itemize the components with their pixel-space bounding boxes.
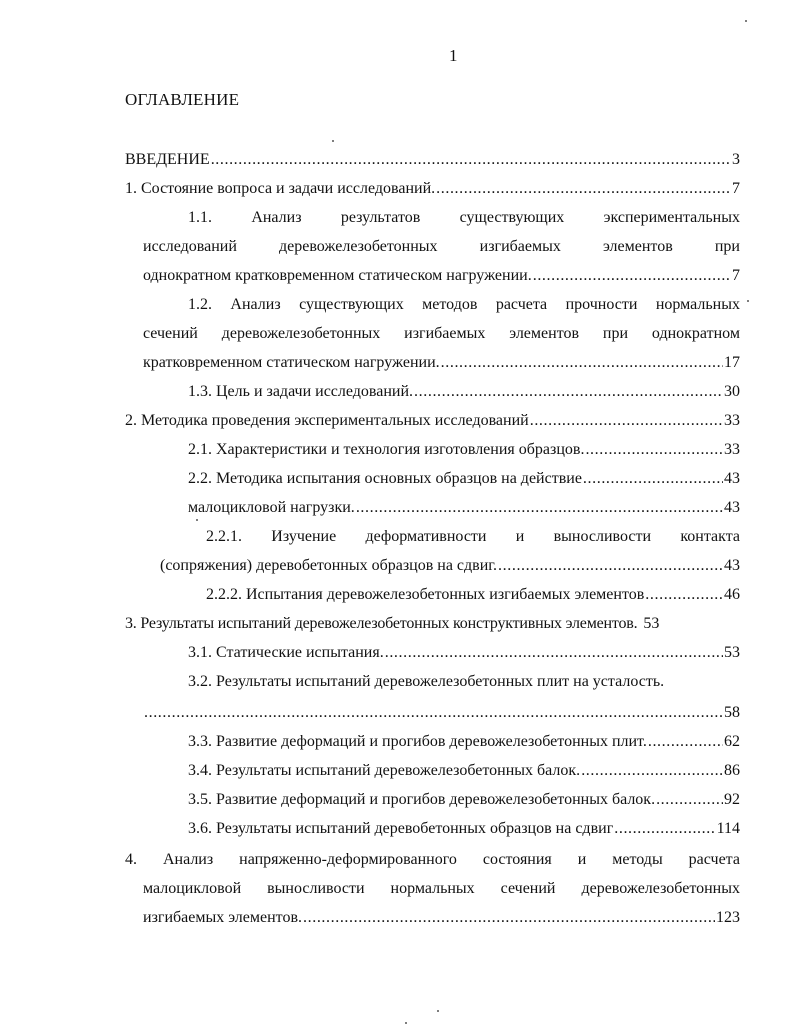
toc-title: 2.2. Методика испытания основных образцов на действие	[188, 470, 582, 487]
toc-entry-s3-2-line2[interactable]	[143, 703, 740, 725]
toc-title: изгибаемых элементов.	[143, 909, 303, 926]
toc-page: 3	[732, 151, 740, 168]
leader-dots	[533, 266, 731, 286]
word: Анализ	[251, 209, 302, 226]
word: Анализ	[162, 851, 214, 868]
toc-entry-s3-5[interactable]	[188, 790, 740, 812]
word: выносливости	[553, 528, 652, 545]
word: напряженно-деформированного	[239, 851, 457, 868]
leader-dots	[385, 643, 723, 663]
word: прочности	[565, 296, 638, 313]
toc-page: 46	[724, 586, 740, 603]
word: изгибаемых	[404, 325, 486, 342]
toc-page: 114	[716, 820, 740, 837]
word: контакта	[680, 528, 740, 545]
toc-page: 43	[724, 499, 740, 516]
toc-entry-ch1[interactable]	[125, 179, 740, 201]
toc-title: (сопряжения) деревобетонных образцов на сдвиг.	[160, 557, 498, 574]
scan-speck	[196, 519, 198, 521]
leader-dots	[645, 585, 723, 605]
toc-page: 86	[724, 762, 740, 779]
toc-page: 7	[732, 180, 740, 197]
leader-dots	[498, 556, 723, 576]
leader-dots	[436, 179, 731, 199]
toc-entry-intro[interactable]	[125, 150, 740, 172]
word: состояния	[482, 851, 552, 868]
toc-page: 30	[724, 383, 740, 400]
toc-page: 43	[724, 470, 740, 487]
leader-dots	[614, 819, 715, 839]
word: при	[602, 325, 629, 342]
toc-entry-s2-1[interactable]	[188, 440, 740, 462]
toc-page: 58	[724, 704, 740, 721]
toc-entry-s3-6[interactable]	[188, 819, 740, 841]
toc-entry-ch3[interactable]	[125, 614, 740, 636]
scan-speck	[437, 1010, 439, 1012]
toc-page: 92	[724, 791, 740, 808]
toc-entry-s3-2-line1[interactable]	[188, 672, 664, 694]
leader-dots	[144, 703, 723, 723]
word: однократном	[651, 325, 740, 342]
word: 1.2.	[188, 296, 212, 313]
leader-dots	[303, 908, 715, 928]
word: 1.1.	[188, 209, 212, 226]
word: элементов	[509, 325, 580, 342]
toc-entry-s2-2-1-line1[interactable]	[206, 527, 740, 549]
toc-title: 3.1. Статические испытания.	[188, 644, 384, 661]
toc-entry-s2-2-1-line2[interactable]	[160, 556, 740, 578]
toc-page: 123	[716, 909, 740, 926]
word: 2.2.1.	[206, 528, 242, 545]
toc-title: 1.3. Цель и задачи исследований.	[188, 383, 414, 400]
leader-dots	[441, 353, 723, 373]
toc-entry-s2-2-2[interactable]	[206, 585, 740, 607]
leader-dots	[356, 498, 723, 518]
toc-heading: ОГЛАВЛЕНИЕ	[125, 90, 240, 109]
leader-dots	[530, 411, 723, 431]
word: сечений	[500, 880, 556, 897]
toc-entry-s3-1[interactable]	[188, 643, 740, 665]
toc-entry-s1-1-line2[interactable]	[143, 237, 740, 259]
word: деревожелезобетонных	[581, 880, 740, 897]
word: исследований	[143, 238, 237, 255]
toc-page: 33	[724, 412, 740, 429]
toc-page: 62	[724, 733, 740, 750]
toc-entry-ch4-line1[interactable]	[125, 850, 740, 872]
toc-entry-s1-1-line3[interactable]	[143, 266, 740, 288]
word: при	[714, 238, 740, 255]
toc-title: ВВЕДЕНИЕ	[125, 151, 210, 168]
word: результатов	[340, 209, 421, 226]
toc-entry-s3-3[interactable]	[188, 732, 740, 754]
word: и	[577, 851, 587, 868]
word: экспериментальных	[603, 209, 740, 226]
word: существующих	[459, 209, 565, 226]
toc-entry-s3-4[interactable]	[188, 761, 740, 783]
toc-title: 2.1. Характеристики и технология изготовления образцов.	[188, 441, 585, 458]
toc-title: 2.2.2. Испытания деревожелезобетонных изгибаемых элементов	[206, 586, 645, 603]
page-number: 1	[449, 46, 458, 65]
leader-dots	[648, 732, 723, 752]
word: деформативности	[365, 528, 487, 545]
toc-entry-s1-2-line3[interactable]	[143, 353, 740, 375]
toc-title: 3.3. Развитие деформаций и прогибов деревожелезобетонных плит.	[188, 733, 647, 750]
word: существующих	[299, 296, 404, 313]
word: сечений	[143, 325, 198, 342]
toc-page: 43	[724, 557, 740, 574]
toc-title: однократном кратковременном статическом нагружении.	[143, 267, 532, 284]
word: методы	[612, 851, 663, 868]
toc-title: 3.6. Результаты испытаний деревобетонных образцов на сдвиг	[188, 820, 614, 837]
toc-title: кратковременном статическом нагружении.	[143, 354, 440, 371]
toc-title: 2. Методика проведения экспериментальных исследований	[125, 412, 529, 429]
word: расчета	[688, 851, 740, 868]
toc-page: 7	[732, 267, 740, 284]
leader-dots	[583, 469, 723, 489]
word: методов	[422, 296, 478, 313]
toc-entry-s2-2-line2[interactable]	[188, 498, 740, 520]
toc-page: 53	[643, 615, 660, 632]
word: деревожелезобетонных	[279, 238, 438, 255]
toc-title: 3.2. Результаты испытаний деревожелезобетонных плит на усталость.	[188, 673, 665, 690]
toc-entry-s2-2-line1[interactable]	[188, 469, 740, 491]
word: Изучение	[271, 528, 337, 545]
toc-entry-s1-2-line2[interactable]	[143, 324, 740, 346]
word: нормальных	[655, 296, 740, 313]
toc-title: 1. Состояние вопроса и задачи исследований.	[125, 180, 436, 197]
toc-entry-s1-2-line1[interactable]	[188, 295, 740, 317]
toc-title: малоцикловой нагрузки.	[188, 499, 355, 516]
word: элементов	[602, 238, 673, 255]
leader-dots	[414, 382, 723, 402]
scan-speck	[405, 1022, 407, 1024]
toc-page: 17	[724, 354, 740, 371]
word: нормальных	[390, 880, 475, 897]
toc-title: 3. Результаты испытаний деревожелезобетонных конструктивных элементов.	[125, 615, 638, 632]
toc-entry-ch2[interactable]	[125, 411, 740, 433]
leader-dots	[656, 790, 723, 810]
toc-title: 3.5. Развитие деформаций и прогибов деревожелезобетонных балок.	[188, 791, 656, 808]
toc-entry-ch4-line2[interactable]	[143, 879, 740, 901]
leader-dots	[581, 761, 723, 781]
toc-page: 53	[724, 644, 740, 661]
toc-entry-s1-3[interactable]	[188, 382, 740, 404]
toc-page: 33	[724, 441, 740, 458]
leader-dots	[585, 440, 723, 460]
word: изгибаемых	[479, 238, 561, 255]
scan-speck	[747, 300, 749, 302]
word: 4.	[125, 851, 137, 868]
word: и	[515, 528, 525, 545]
leader-dots	[211, 150, 731, 170]
toc-entry-s1-1-line1[interactable]	[188, 208, 740, 230]
toc-entry-ch4-line3[interactable]	[143, 908, 740, 930]
word: расчета	[495, 296, 548, 313]
toc-title: 3.4. Результаты испытаний деревожелезобетонных балок.	[188, 762, 581, 779]
word: Анализ	[230, 296, 281, 313]
word: малоцикловой	[143, 880, 242, 897]
word: выносливости	[267, 880, 365, 897]
word: деревожелезобетонных	[221, 325, 381, 342]
scan-speck	[332, 140, 334, 142]
scan-speck	[745, 20, 747, 22]
